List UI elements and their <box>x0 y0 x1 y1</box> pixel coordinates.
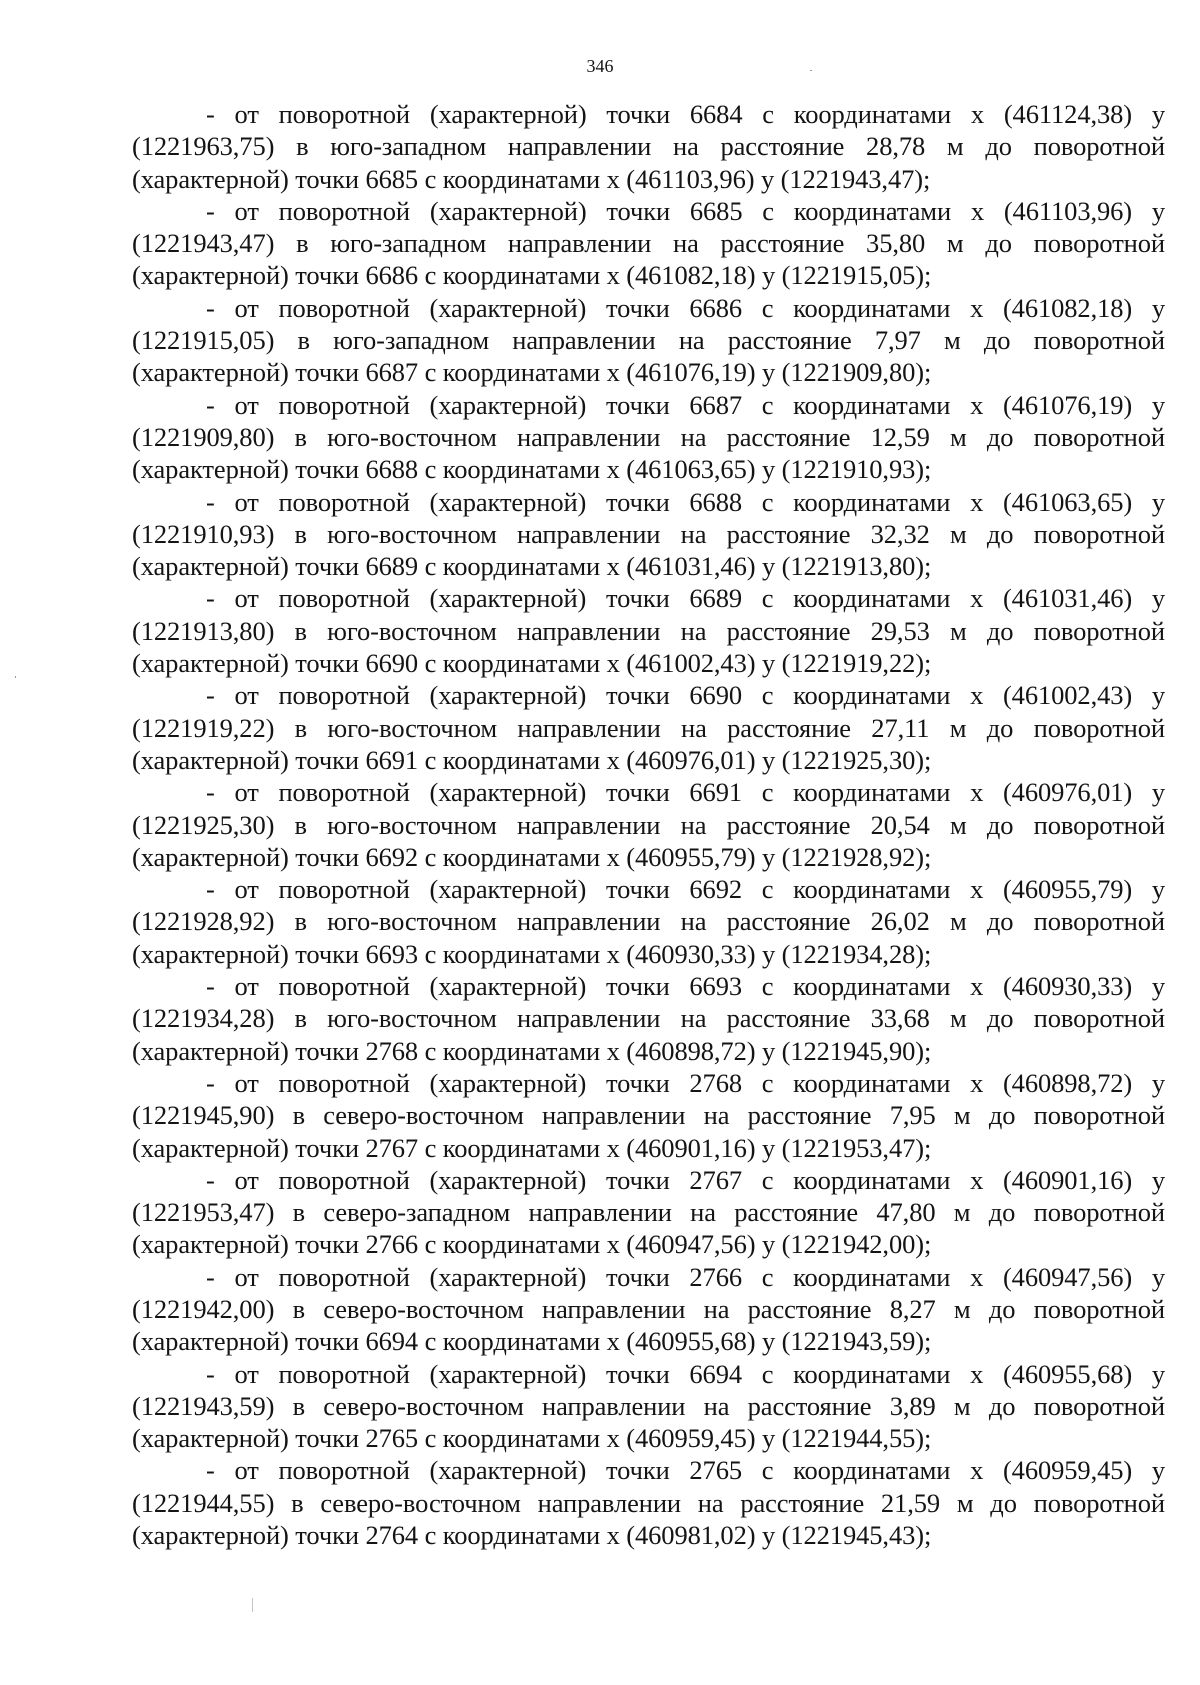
paragraph: - от поворотной (характерной) точки 2766 с координатами х (460947,56) у (1221942,00) в северо-восточном направлении на расстояние 8,27 м до поворотной (характерной) точки 6694 с координатами х (460955,68) у (1221943,59); <box>132 1261 1165 1357</box>
paragraph: - от поворотной (характерной) точки 6692 с координатами х (460955,79) у (1221928,92) в юго-восточном направлении на расстояние 26,02 м до поворотной (характерной) точки 6693 с координатами х (460930,33) у (1221934,28); <box>132 874 1165 969</box>
paragraph: - от поворотной (характерной) точки 6690 с координатами х (461002,43) у (1221919,22) в юго-восточном направлении на расстояние 27,11 м до поворотной (характерной) точки 6691 с координатами х (460976,01) у (1221925,30); <box>132 680 1165 775</box>
scan-speck <box>810 70 812 71</box>
paragraph: - от поворотной (характерной) точки 6685 с координатами х (461103,96) у (1221943,47) в юго-западном направлении на расстояние 35,80 м до поворотной (характерной) точки 6686 с координатами х (461082,18) у (1221915,05); <box>132 195 1165 291</box>
paragraph: - от поворотной (характерной) точки 6691 с координатами х (460976,01) у (1221925,30) в юго-восточном направлении на расстояние 20,54 м до поворотной (характерной) точки 6692 с координатами х (460955,79) у (1221928,92); <box>132 777 1165 872</box>
scan-speck <box>252 1598 253 1612</box>
page-number: 346 <box>586 56 614 76</box>
paragraph: - от поворотной (характерной) точки 6686 с координатами х (461082,18) у (1221915,05) в юго-западном направлении на расстояние 7,97 м до поворотной (характерной) точки 6687 с координатами х (461076,19) у (1221909,80); <box>132 292 1165 388</box>
paragraph: - от поворотной (характерной) точки 6688 с координатами х (461063,65) у (1221910,93) в юго-восточном направлении на расстояние 32,32 м до поворотной (характерной) точки 6689 с координатами х (461031,46) у (1221913,80); <box>132 486 1165 582</box>
scan-speck <box>15 676 16 678</box>
document-body <box>132 98 1165 1551</box>
paragraph: - от поворотной (характерной) точки 2765 с координатами х (460959,45) у (1221944,55) в северо-восточном направлении на расстояние 21,59 м до поворотной (характерной) точки 2764 с координатами х (460981,02) у (1221945,43); <box>132 1455 1165 1551</box>
paragraph: - от поворотной (характерной) точки 6687 с координатами х (461076,19) у (1221909,80) в юго-восточном направлении на расстояние 12,59 м до поворотной (характерной) точки 6688 с координатами х (461063,65) у (1221910,93); <box>132 389 1165 485</box>
paragraph: - от поворотной (характерной) точки 2768 с координатами х (460898,72) у (1221945,90) в северо-восточном направлении на расстояние 7,95 м до поворотной (характерной) точки 2767 с координатами х (460901,16) у (1221953,47); <box>132 1067 1165 1163</box>
paragraph: - от поворотной (характерной) точки 6684 с координатами х (461124,38) у (1221963,75) в юго-западном направлении на расстояние 28,78 м до поворотной (характерной) точки 6685 с координатами х (461103,96) у (1221943,47); <box>132 99 1165 194</box>
paragraph: - от поворотной (характерной) точки 6693 с координатами х (460930,33) у (1221934,28) в юго-восточном направлении на расстояние 33,68 м до поворотной (характерной) точки 2768 с координатами х (460898,72) у (1221945,90); <box>132 971 1165 1066</box>
paragraph: - от поворотной (характерной) точки 6694 с координатами х (460955,68) у (1221943,59) в северо-восточном направлении на расстояние 3,89 м до поворотной (характерной) точки 2765 с координатами х (460959,45) у (1221944,55); <box>132 1358 1165 1454</box>
paragraph: - от поворотной (характерной) точки 6689 с координатами х (461031,46) у (1221913,80) в юго-восточном направлении на расстояние 29,53 м до поворотной (характерной) точки 6690 с координатами х (461002,43) у (1221919,22); <box>132 583 1165 679</box>
paragraph: - от поворотной (характерной) точки 2767 с координатами х (460901,16) у (1221953,47) в северо-западном направлении на расстояние 47,80 м до поворотной (характерной) точки 2766 с координатами х (460947,56) у (1221942,00); <box>132 1164 1165 1260</box>
